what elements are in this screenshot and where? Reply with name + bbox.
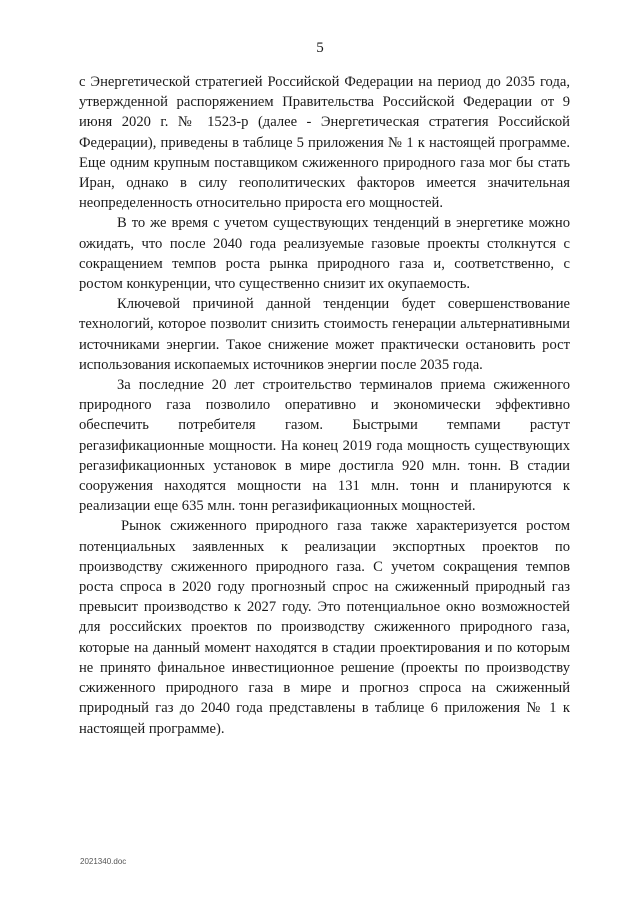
footer-document-id: 2021340.doc <box>80 857 127 866</box>
paragraph-technology-improvement: Ключевой причиной данной тенденции будет совершенствование технологий, которое позволит снизить стоимость генерации альтернативными источниками энергии. Такое снижение может практически остановить рост использования ископаемых источников энергии после 2035 года. <box>79 296 570 373</box>
paragraph-gas-market-trends: В то же время с учетом существующих тенденций в энергетике можно ожидать, что после 2040 года реализуемые газовые проекты столкнутся с сокращением темпов роста рынка природного газа и, соответственно, с ростом конкуренции, что существенно снизит их окупаемость. <box>79 215 570 293</box>
paragraph-lng-market-outlook: Рынок сжиженного природного газа также характеризуется ростом потенциальных заявленных к реализации экспортных проектов по производству сжиженного природного газа. С учетом сокращения темпов роста спроса в 2020 году прогнозный спрос на сжиженный природный газ превысит производство к 2027 году. Это потенциальное окно возможностей для российских проектов по производству сжиженного природного газа, которые на данный момент находятся в стадии проектирования и по которым не принято финальное инвестиционное решение (проекты по производству сжиженного природного газа в мире и прогноз спроса на сжиженный природный газ до 2040 года представлены в таблице 6 приложения № 1 к настоящей программе). <box>79 518 570 737</box>
paragraph-energy-strategy: с Энергетической стратегией Российской Федерации на период до 2035 года, утвержденной распоряжением Правительства Российской Федерации от 9 июня 2020 г. № 1523-р (далее - Энергетическая стратегия Российской Федерации), приведены в таблице 5 приложения № 1 к настоящей программе. Еще одним крупным поставщиком сжиженного природного газа мог бы стать Иран, однако в силу геополитических факторов имеется значительная неопределенность относительно прироста его мощностей. <box>79 74 570 212</box>
document-body <box>79 72 570 739</box>
page-number: 5 <box>316 40 324 56</box>
paragraph-regasification-terminals: За последние 20 лет строительство терминалов приема сжиженного природного газа позволило оперативно и экономически эффективно обеспечить потребителя газом. Быстрыми темпами растут регазификационные мощности. На конец 2019 года мощность существующих регазификационных установок в мире достигла 920 млн. тонн. В стадии сооружения находятся мощности на 131 млн. тонн и планируются к реализации еще 635 млн. тонн регазификационных мощностей. <box>79 377 570 515</box>
